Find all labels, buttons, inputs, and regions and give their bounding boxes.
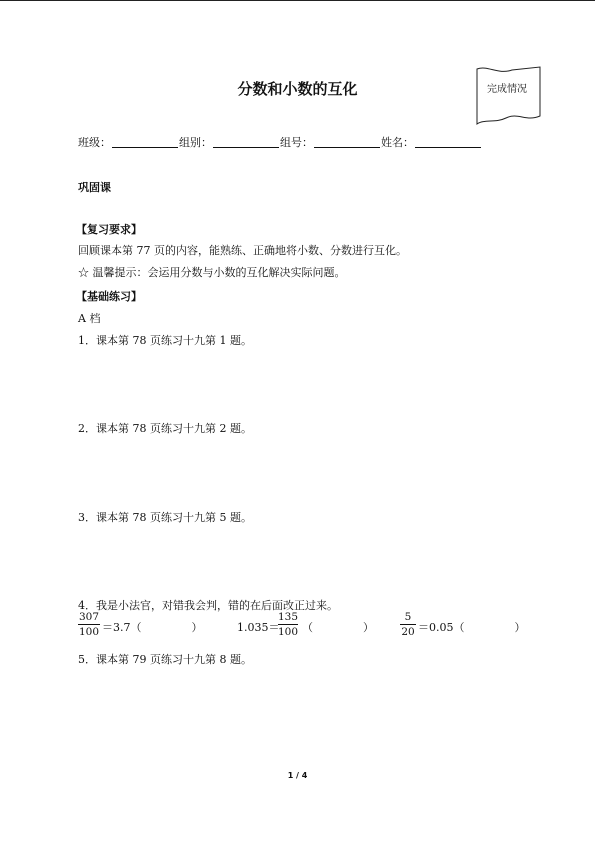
page-title: 分数和小数的互化 bbox=[237, 80, 358, 98]
section-heading: 巩固课 bbox=[78, 181, 111, 194]
name-blank[interactable] bbox=[415, 137, 481, 148]
question-3: 3．课本第 78 页练习十九第 5 题。 bbox=[78, 511, 252, 524]
question-1: 1．课本第 78 页练习十九第 1 题。 bbox=[78, 334, 252, 347]
group-label: 组别： bbox=[179, 136, 212, 149]
judge-item-3-rhs bbox=[418, 619, 526, 635]
completion-stamp-label: 完成情况 bbox=[487, 84, 527, 95]
judge-item-2-rhs bbox=[302, 619, 374, 635]
judge-item-2-open: （ bbox=[302, 621, 313, 634]
fraction-numerator: 135 bbox=[278, 611, 299, 623]
student-info-row bbox=[78, 134, 482, 150]
review-text: 回顾课本第 77 页的内容，能熟练、正确地将小数、分数进行互化。 bbox=[78, 244, 407, 257]
judge-item-3-value: ＝0.05（ bbox=[418, 621, 465, 634]
fraction-135-100 bbox=[278, 611, 298, 638]
class-label: 班级： bbox=[78, 136, 111, 149]
judge-item-1-rhs bbox=[102, 619, 203, 635]
fraction-numerator: 307 bbox=[78, 611, 100, 623]
fraction-307-100 bbox=[78, 611, 100, 638]
fraction-denominator: 20 bbox=[401, 626, 415, 638]
level-label: A 档 bbox=[78, 312, 101, 325]
group-number-blank[interactable] bbox=[314, 137, 380, 148]
completion-stamp-icon bbox=[476, 66, 552, 128]
fraction-5-20 bbox=[400, 611, 416, 638]
class-blank[interactable] bbox=[112, 137, 178, 148]
judge-item-3-close: ） bbox=[514, 621, 526, 634]
fraction-bar bbox=[78, 624, 100, 625]
fraction-denominator: 100 bbox=[278, 626, 299, 638]
fraction-bar bbox=[400, 624, 416, 625]
question-5: 5．课本第 79 页练习十九第 8 题。 bbox=[78, 653, 252, 666]
basic-heading: 【基础练习】 bbox=[76, 290, 142, 303]
page-top-border bbox=[0, 0, 595, 1]
group-blank[interactable] bbox=[213, 137, 279, 148]
page-number: 1 / 4 bbox=[287, 771, 308, 780]
judge-item-1-value: ＝3.7（ bbox=[102, 621, 142, 634]
fraction-bar bbox=[278, 624, 298, 625]
judge-item-2-lhs: 1.035＝ bbox=[237, 621, 280, 634]
name-label: 姓名： bbox=[381, 136, 414, 149]
review-heading: 【复习要求】 bbox=[76, 223, 142, 236]
tip-text: ☆ 温馨提示：会运用分数与小数的互化解决实际问题。 bbox=[78, 266, 346, 279]
question-2: 2．课本第 78 页练习十九第 2 题。 bbox=[78, 422, 252, 435]
fraction-numerator: 5 bbox=[404, 611, 412, 623]
group-number-label: 组号： bbox=[280, 136, 313, 149]
judge-item-1-close: ） bbox=[191, 621, 203, 634]
question-4: 4．我是小法官，对错我会判，错的在后面改正过来。 bbox=[78, 599, 338, 612]
judge-item-2-close: ） bbox=[363, 621, 374, 634]
fraction-denominator: 100 bbox=[78, 626, 100, 638]
